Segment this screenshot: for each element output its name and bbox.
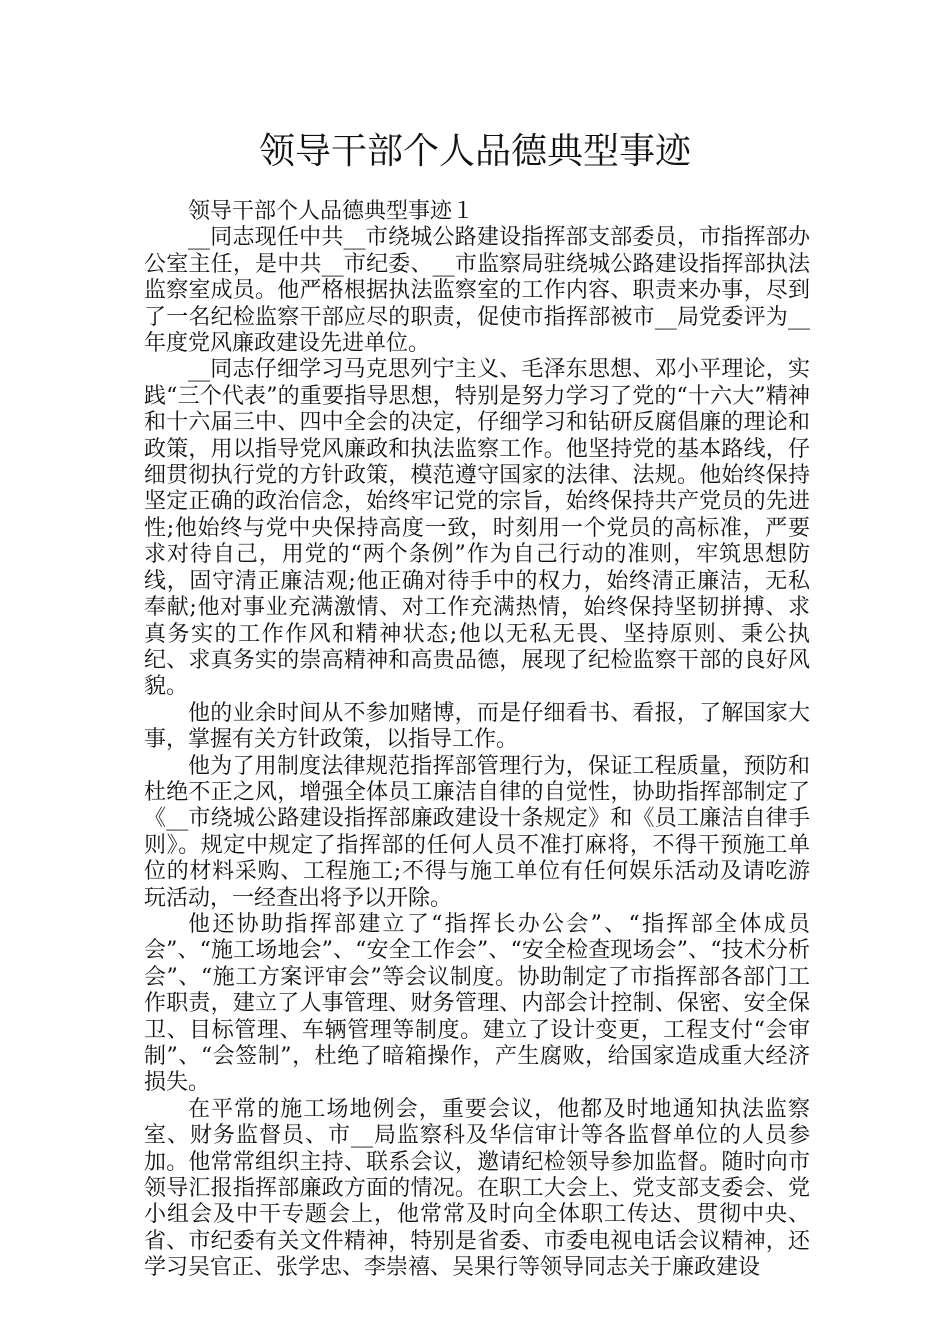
paragraph-4: 他为了用制度法律规范指挥部管理行为，保证工程质量，预防和杜绝不正之风，增强全体员工廉洁自律的自觉性，协助指挥部制定了《__市绕城公路建设指挥部廉政建设十条规定》和《员工廉洁自律手则》。规定中规定了指挥部的任何人员不准打麻将，不得干预施工单位的材料采购、工程施工;不得与施工单位有任何娱乐活动及请吃游玩活动，一经查出将予以开除。	[144, 753, 810, 911]
paragraph-3: 他的业余时间从不参加赌博，而是仔细看书、看报，了解国家大事，掌握有关方针政策，以指导工作。	[144, 700, 810, 753]
paragraph-6: 在平常的施工场地例会，重要会议，他都及时地通知执法监察室、财务监督员、市__局监察科及华信审计等各监督单位的人员参加。他常常组织主持、联系会议，邀请纪检领导参加监督。随时向市领导汇报指挥部廉政方面的情况。在职工大会上、党支部支委会、党小组会及中干专题会上，他常常及时向全体职工传达、贯彻中央、省、市纪委有关文件精神，特别是省委、市委电视电话会议精神，还学习吴官正、张学忠、李崇禧、吴果行等领导同志关于廉政建设	[144, 1096, 810, 1281]
paragraph-5: 他还协助指挥部建立了“指挥长办公会”、“指挥部全体成员会”、“施工场地会”、“安全工作会”、“安全检查现场会”、“技术分析会”、“施工方案评审会”等会议制度。协助制定了市指挥部各部门工作职责，建立了人事管理、财务管理、内部会计控制、保密、安全保卫、目标管理、车辆管理等制度。建立了设计变更，工程支付“会审制”、“会签制”，杜绝了暗箱操作，产生腐败，给国家造成重大经济损失。	[144, 911, 810, 1096]
paragraph-1: __同志现任中共__市绕城公路建设指挥部支部委员，市指挥部办公室主任，是中共__市纪委、__市监察局驻绕城公路建设指挥部执法监察室成员。他严格根据执法监察室的工作内容、职责来办事，尽到了一名纪检监察干部应尽的职责，促使市指挥部被市__局党委评为__年度党风廉政建设先进单位。	[144, 225, 810, 357]
paragraph-2: __同志仔细学习马克思列宁主义、毛泽东思想、邓小平理论，实践“三个代表”的重要指导思想，特别是努力学习了党的“十六大”精神和十六届三中、四中全会的决定，仔细学习和钻研反腐倡廉的理论和政策，用以指导党风廉政和执法监察工作。他坚持党的基本路线，仔细贯彻执行党的方针政策，模范遵守国家的法律、法规。他始终保持坚定正确的政治信念，始终牢记党的宗旨，始终保持共产党员的先进性;他始终与党中央保持高度一致，时刻用一个党员的高标准，严要求对待自己，用党的“两个条例”作为自己行动的准则，牢筑思想防线，固守清正廉洁观;他正确对待手中的权力，始终清正廉洁，无私奉献;他对事业充满激情、对工作充满热情，始终保持坚韧拼搏、求真务实的工作作风和精神状态;他以无私无畏、坚持原则、秉公执纪、求真务实的崇高精神和高贵品德，展现了纪检监察干部的良好风貌。	[144, 357, 810, 700]
document-body	[144, 199, 810, 1282]
document-title: 领导干部个人品德典型事迹	[258, 131, 691, 172]
section-heading: 领导干部个人品德典型事迹１	[188, 199, 475, 224]
